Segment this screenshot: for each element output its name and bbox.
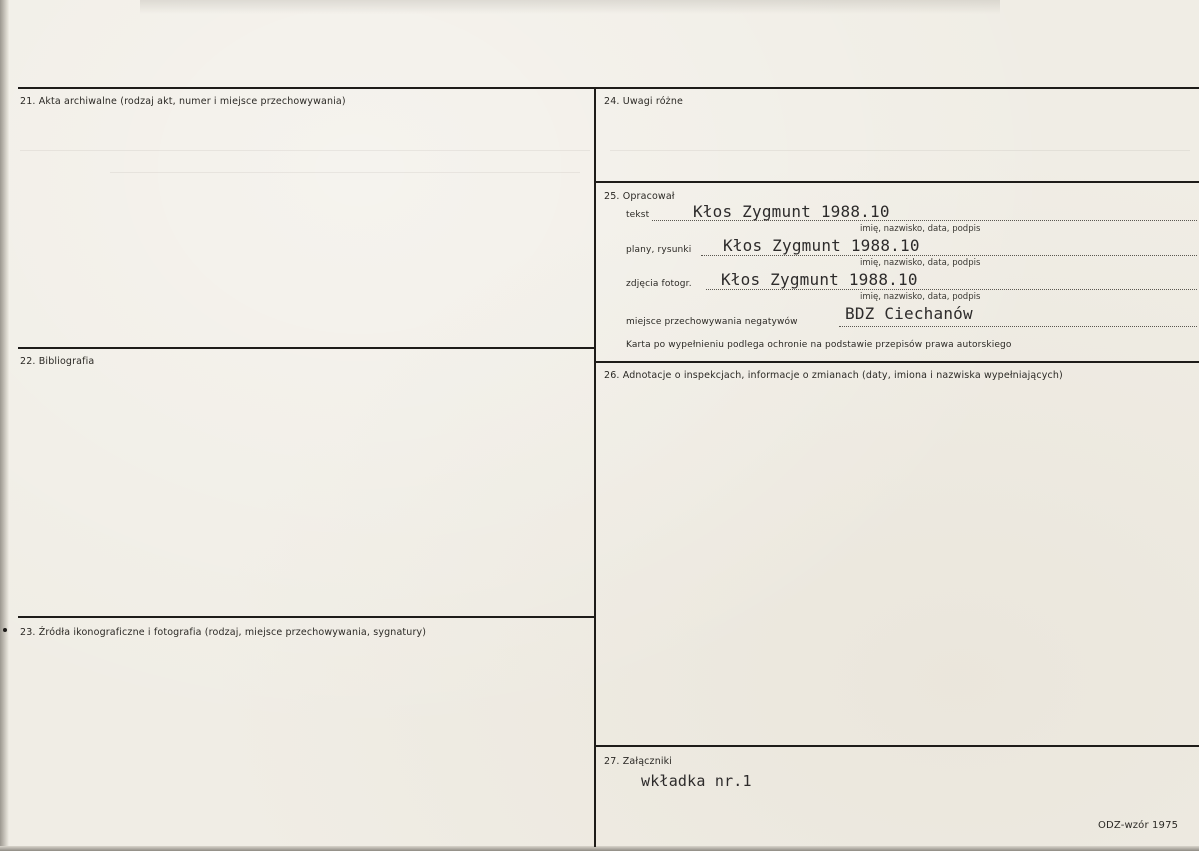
zdjecia-label: zdjęcia fotogr. (626, 279, 692, 289)
top-border-line (18, 87, 1199, 89)
scan-smudge (140, 0, 1000, 14)
copyright-note: Karta po wypełnieniu podlega ochronie na podstawie przepisów prawa autorskiego (626, 340, 1012, 350)
section-number: 22. (20, 356, 36, 367)
section-number: 26. (604, 370, 620, 381)
plany-label: plany, rysunki (626, 245, 692, 255)
section-number: 21. (20, 96, 36, 107)
section-title: Akta archiwalne (rodzaj akt, numer i miejsce przechowywania) (38, 96, 346, 107)
divider-25-26 (596, 361, 1199, 363)
section-title: Uwagi różne (622, 96, 683, 107)
section-title: Opracował (622, 191, 675, 202)
section-22-heading (20, 356, 94, 367)
section-number: 25. (604, 191, 620, 202)
plany-dotted-line (701, 255, 1197, 256)
tekst-hint: imię, nazwisko, data, podpis (860, 224, 981, 234)
tekst-value: Kłos Zygmunt 1988.10 (693, 202, 890, 221)
section-25-heading (604, 191, 675, 202)
margin-mark (3, 628, 7, 632)
divider-26-27 (596, 745, 1199, 747)
negatywy-label: miejsce przechowywania negatywów (626, 317, 798, 327)
center-divider-line (594, 87, 596, 847)
section-title: Bibliografia (38, 356, 95, 367)
section-title: Załączniki (622, 756, 673, 767)
section-number: 23. (20, 627, 36, 638)
scan-trace (610, 150, 1190, 151)
section-23-heading (20, 627, 426, 638)
negatywy-value: BDZ Ciechanów (845, 304, 973, 323)
section-26-heading (604, 370, 1063, 381)
scan-trace (20, 150, 590, 151)
zdjecia-dotted-line (706, 289, 1197, 290)
section-24-heading (604, 96, 683, 107)
zdjecia-hint: imię, nazwisko, data, podpis (860, 292, 981, 302)
section-27-heading (604, 756, 672, 767)
zdjecia-value: Kłos Zygmunt 1988.10 (721, 270, 918, 289)
divider-21-22 (18, 347, 595, 349)
form-template-mark: ODZ-wzór 1975 (1098, 820, 1179, 831)
paper-edge-bottom (0, 846, 1199, 851)
divider-22-23 (18, 616, 595, 618)
tekst-label: tekst (626, 210, 650, 220)
section-number: 27. (604, 756, 620, 767)
paper-edge-left (0, 0, 9, 851)
negatywy-dotted-line (839, 326, 1197, 327)
attachments-value: wkładka nr.1 (641, 772, 752, 790)
section-title: Adnotacje o inspekcjach, informacje o zmianach (daty, imiona i nazwiska wypełniających) (622, 370, 1063, 381)
section-number: 24. (604, 96, 620, 107)
plany-hint: imię, nazwisko, data, podpis (860, 258, 981, 268)
section-title: Źródła ikonograficzne i fotografia (rodzaj, miejsce przechowywania, sygnatury) (38, 627, 427, 638)
divider-24-25 (596, 181, 1199, 183)
section-21-heading (20, 96, 346, 107)
plany-value: Kłos Zygmunt 1988.10 (723, 236, 920, 255)
scan-trace (110, 172, 580, 173)
